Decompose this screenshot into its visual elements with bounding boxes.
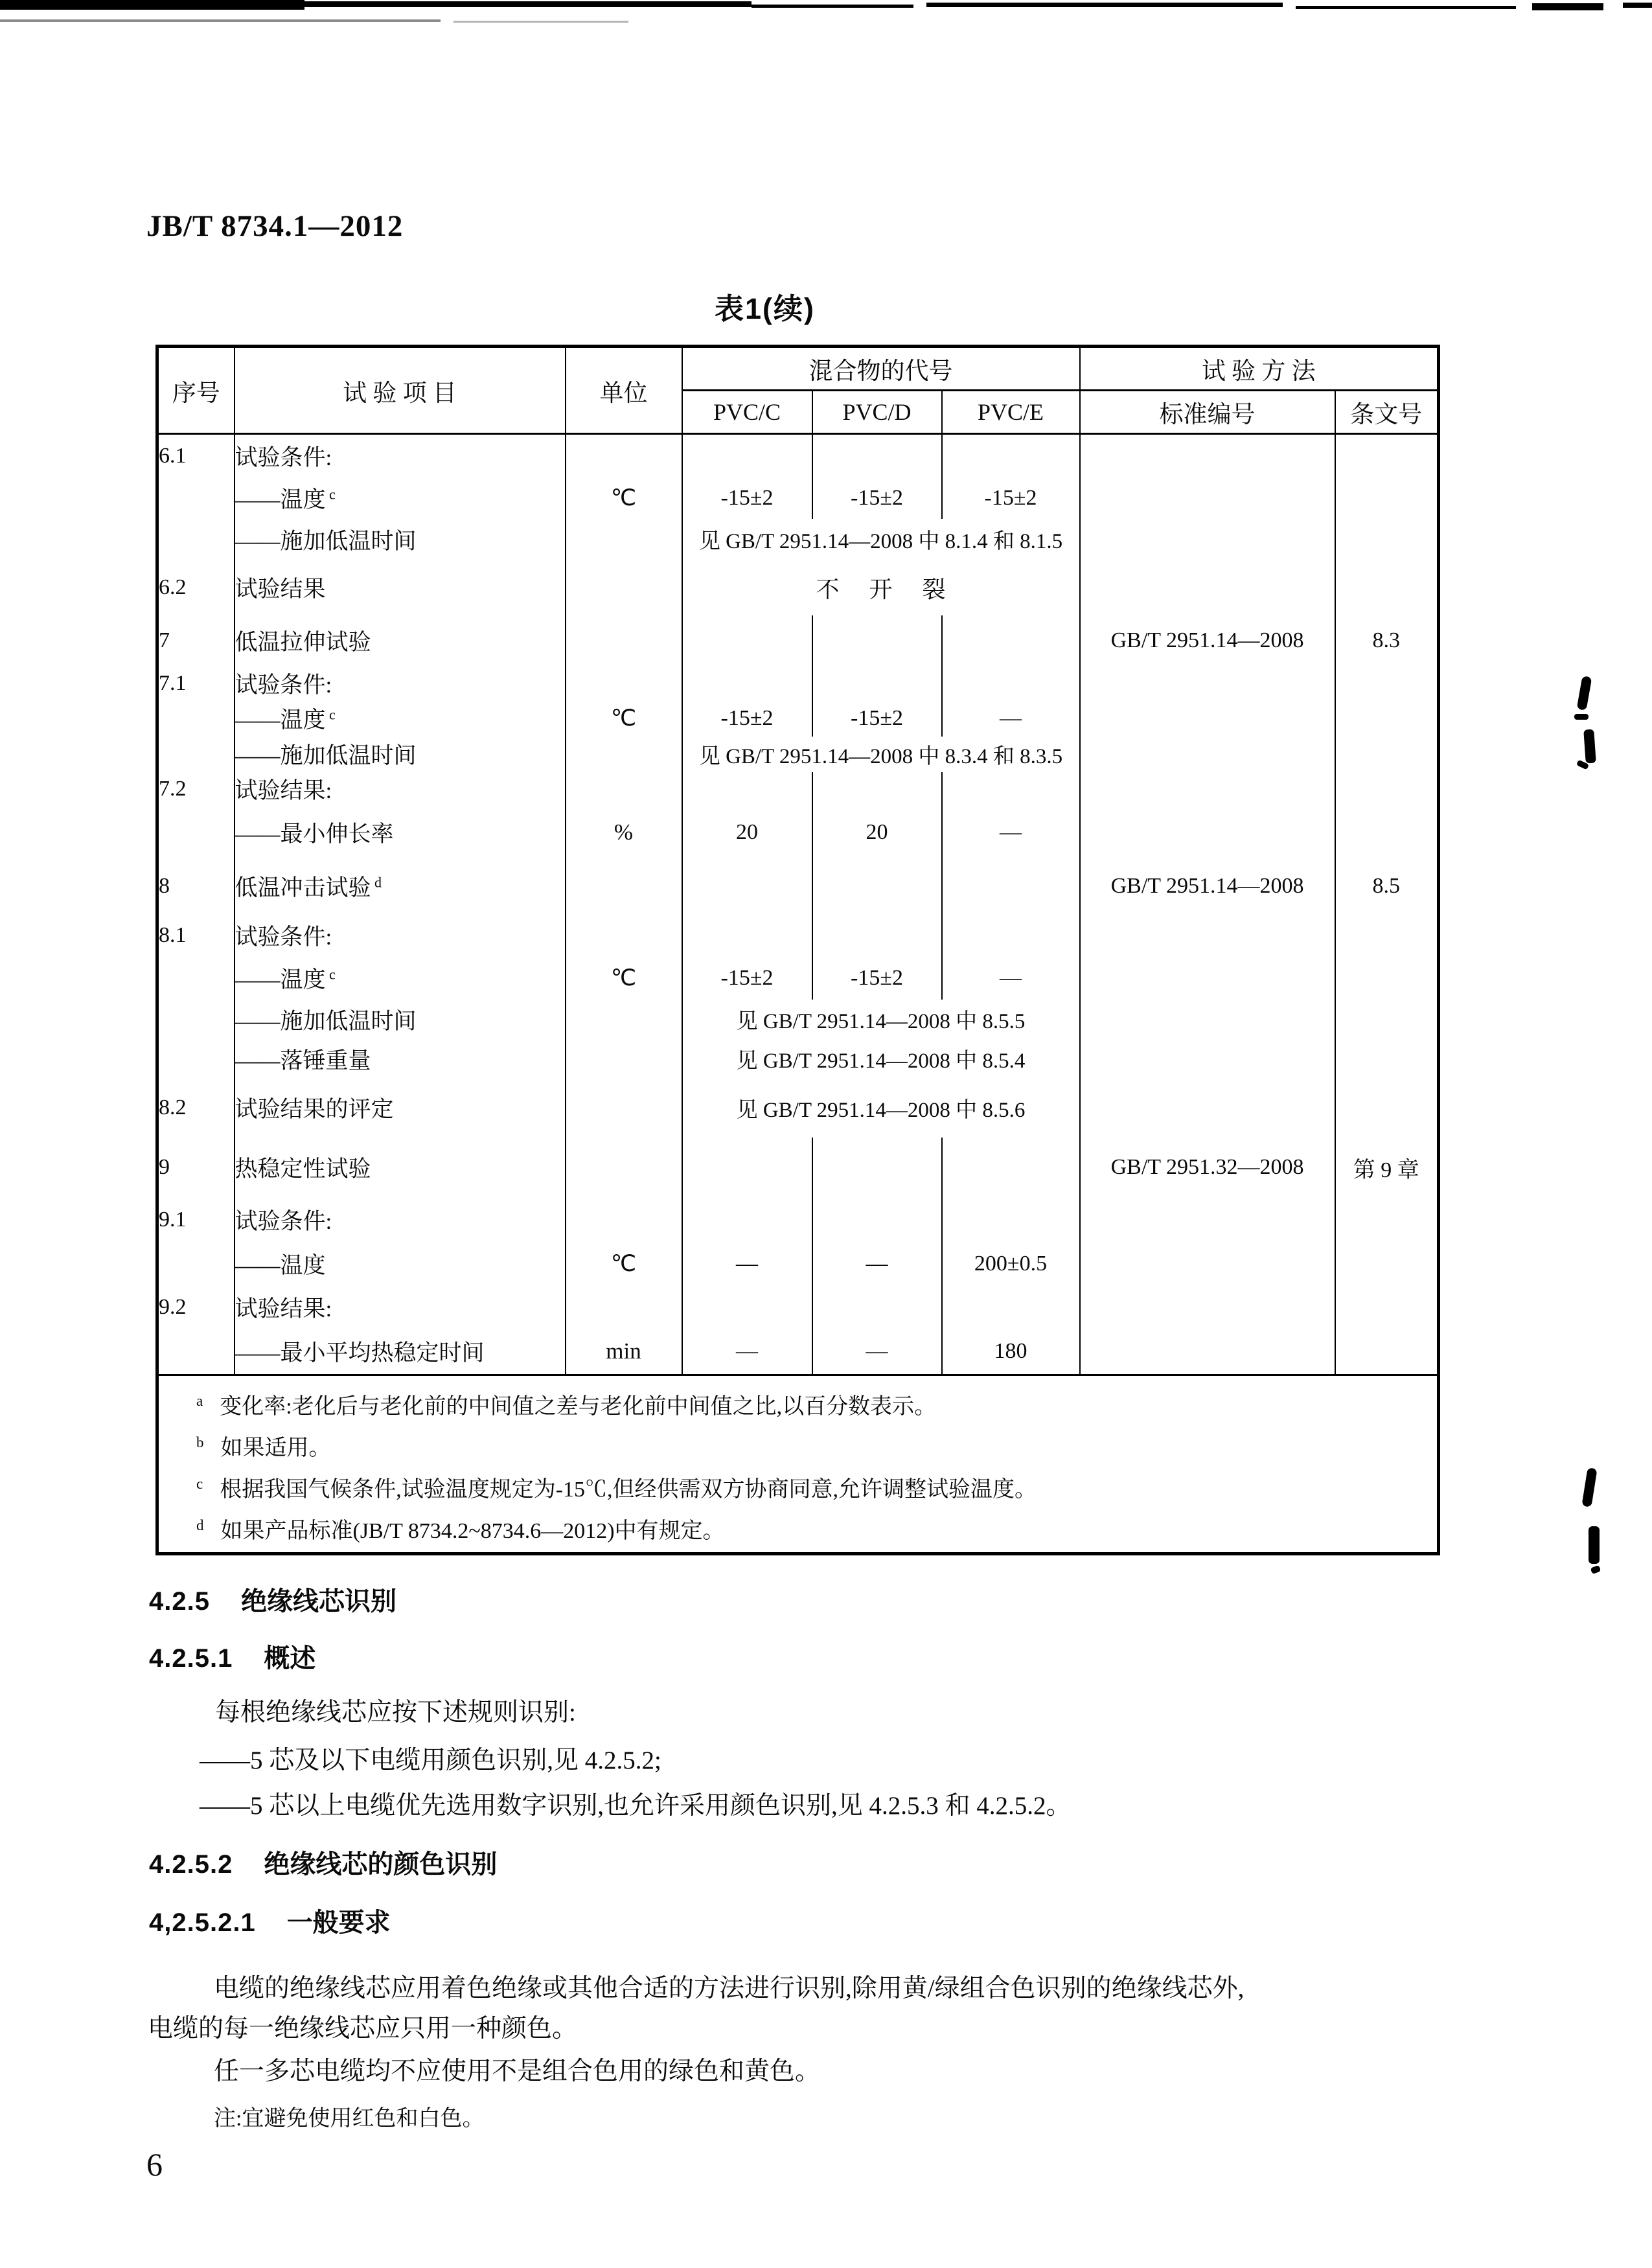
cell-clause-no: 8.3 (1335, 615, 1439, 666)
section-title: 概述 (264, 1644, 316, 1673)
cell-value-pvc-d (812, 858, 942, 915)
col-header-unit: 单位 (566, 347, 682, 434)
table-row (157, 560, 1439, 615)
cell-value-pvc-c (682, 1198, 812, 1242)
cell-value-pvc-d (812, 772, 942, 807)
cell-value-pvc-e: — (942, 957, 1080, 1000)
cell-value-pvc-c (682, 666, 812, 701)
footnote-marker: a (196, 1392, 203, 1409)
cell-value-pvc-c: -15±2 (682, 701, 812, 737)
cell-value-span: 见 GB/T 2951.14—2008 中 8.5.6 (682, 1079, 1080, 1138)
section-heading-4-2-5-1 (149, 1638, 315, 1675)
cell-item (235, 772, 566, 807)
table-body (157, 434, 1439, 1375)
section-number: 4.2.5 (149, 1587, 210, 1616)
cell-seq (157, 957, 235, 1000)
section-title: 绝缘线芯识别 (240, 1587, 396, 1616)
section-title: 一般要求 (286, 1908, 391, 1937)
cell-standard-no (1080, 560, 1335, 615)
col-header-method-group: 试 验 方 法 (1080, 347, 1439, 391)
cell-seq (157, 1242, 235, 1287)
cell-standard-no (1080, 1329, 1335, 1375)
cell-standard-no: GB/T 2951.14—2008 (1080, 858, 1335, 915)
cell-item (235, 1287, 566, 1329)
table-row (157, 666, 1439, 701)
cell-unit (566, 1138, 682, 1198)
cell-unit (566, 666, 682, 701)
test-method-table (155, 345, 1440, 1555)
cell-value-pvc-e (942, 858, 1080, 915)
ink-mark (1577, 676, 1592, 711)
col-header-mixture-group: 混合物的代号 (682, 347, 1080, 391)
table-row (157, 1287, 1439, 1329)
cell-value-pvc-e (942, 915, 1080, 957)
cell-value-pvc-d: -15±2 (812, 477, 942, 519)
col-header-clause-no: 条文号 (1335, 391, 1439, 434)
cell-item (235, 1040, 566, 1079)
paragraph: 电缆的绝缘线芯应用着色绝缘或其他合适的方法进行识别,除用黄/绿组合色识别的绝缘线芯外, (214, 1975, 1245, 2002)
item-label: ——最小伸长率 (235, 821, 394, 847)
item-label: 试验结果: (235, 778, 332, 803)
item-label: ——最小平均热稳定时间 (235, 1340, 485, 1366)
cell-seq (157, 737, 235, 772)
cell-clause-no (1335, 519, 1439, 560)
cell-value-pvc-d: — (812, 1329, 942, 1375)
cell-standard-no (1080, 701, 1335, 737)
cell-unit: ℃ (566, 701, 682, 737)
scan-artifact-bar (0, 0, 304, 10)
item-label: ——施加低温时间 (235, 743, 417, 768)
cell-standard-no (1080, 1040, 1335, 1079)
list-item: ——5 芯及以下电缆用颜色识别,见 4.2.5.2; (200, 1747, 661, 1774)
cell-clause-no (1335, 477, 1439, 519)
footnote-marker: b (196, 1434, 204, 1450)
cell-unit (566, 615, 682, 666)
table-row (157, 1198, 1439, 1242)
cell-value-pvc-e: 200±0.5 (942, 1242, 1080, 1287)
header-row-groups (157, 347, 1439, 391)
item-label: 试验条件: (235, 672, 332, 698)
col-header-pvc-d: PVC/D (812, 391, 942, 434)
cell-standard-no (1080, 957, 1335, 1000)
cell-unit: ℃ (566, 477, 682, 519)
cell-value-pvc-c (682, 915, 812, 957)
cell-clause-no (1335, 1000, 1439, 1040)
item-label: 试验结果的评定 (235, 1097, 394, 1122)
cell-value-pvc-c (682, 434, 812, 477)
cell-standard-no: GB/T 2951.14—2008 (1080, 615, 1335, 666)
section-number: 4.2.5.1 (149, 1644, 233, 1673)
paragraph: 电缆的每一绝缘线芯应只用一种颜色。 (148, 2015, 578, 2043)
paragraph: 每根绝缘线芯应按下述规则识别: (215, 1699, 576, 1726)
cell-clause-no (1335, 701, 1439, 737)
table-footnote: $^c$ 根据我国气候条件,试验温度规定为-15℃,但经供需双方协商同意,允许调整试验温度。 (196, 1475, 1037, 1502)
cell-seq: 9.2 (157, 1287, 235, 1329)
cell-clause-no (1335, 1040, 1439, 1079)
cell-value-pvc-c: 20 (682, 807, 812, 858)
cell-value-pvc-c (682, 772, 812, 807)
cell-item (235, 519, 566, 560)
table-footnotes (157, 1375, 1439, 1554)
cell-unit (566, 1287, 682, 1329)
table-row (157, 1000, 1439, 1040)
ink-mark (1589, 1526, 1600, 1564)
cell-value-pvc-d (812, 434, 942, 477)
cell-value-pvc-e: — (942, 807, 1080, 858)
cell-value-span: 见 GB/T 2951.14—2008 中 8.5.4 (682, 1040, 1080, 1079)
cell-unit (566, 434, 682, 477)
cell-standard-no (1080, 477, 1335, 519)
cell-item (235, 1138, 566, 1198)
cell-value-pvc-e (942, 615, 1080, 666)
item-label: ——落锤重量 (235, 1048, 371, 1073)
cell-value-pvc-d: 20 (812, 807, 942, 858)
cell-item (235, 1329, 566, 1375)
cell-seq: 7.1 (157, 666, 235, 701)
cell-value-pvc-e (942, 434, 1080, 477)
col-header-standard-no: 标准编号 (1080, 391, 1335, 434)
table-row (157, 1138, 1439, 1198)
cell-standard-no (1080, 1242, 1335, 1287)
scan-artifact-bar (1296, 6, 1516, 9)
paragraph: 任一多芯电缆均不应使用不是组合色用的绿色和黄色。 (214, 2057, 821, 2085)
cell-standard-no (1080, 434, 1335, 477)
section-title: 绝缘线芯的颜色识别 (264, 1850, 498, 1879)
cell-unit: % (566, 807, 682, 858)
table-row (157, 434, 1439, 477)
cell-standard-no (1080, 1000, 1335, 1040)
section-heading-4-2-5-2-1 (149, 1902, 391, 1939)
cell-clause-no (1335, 1079, 1439, 1138)
test-method-table-wrap (155, 345, 1440, 1555)
cell-value-pvc-e (942, 666, 1080, 701)
cell-value-pvc-e (942, 1287, 1080, 1329)
note-text: 注:宜避免使用红色和白色。 (214, 2107, 485, 2131)
cell-seq: 6.1 (157, 434, 235, 477)
cell-unit: min (566, 1329, 682, 1375)
item-label: 低温冲击试验 (235, 875, 371, 900)
cell-item (235, 1000, 566, 1040)
footnote-marker: c (196, 1475, 203, 1492)
scan-artifact-bar (1532, 3, 1603, 10)
table-row (157, 477, 1439, 519)
ink-mark (1590, 1565, 1601, 1574)
cell-value-span: 不开裂 (682, 560, 1080, 615)
cell-seq (157, 1329, 235, 1375)
cell-value-pvc-d (812, 1287, 942, 1329)
cell-item (235, 701, 566, 737)
cell-value-span: 见 GB/T 2951.14—2008 中 8.5.5 (682, 1000, 1080, 1040)
cell-value-pvc-d: — (812, 1242, 942, 1287)
cell-clause-no (1335, 957, 1439, 1000)
cell-clause-no: 8.5 (1335, 858, 1439, 915)
cell-unit (566, 772, 682, 807)
cell-seq: 8.1 (157, 915, 235, 957)
footnote-marker: c (325, 965, 336, 982)
cell-value-pvc-e (942, 1198, 1080, 1242)
cell-value-pvc-d (812, 1198, 942, 1242)
item-label: ——施加低温时间 (235, 1008, 417, 1034)
cell-value-pvc-c: -15±2 (682, 477, 812, 519)
cell-standard-no (1080, 1198, 1335, 1242)
table-row (157, 1079, 1439, 1138)
table-row (157, 915, 1439, 957)
cell-unit (566, 1198, 682, 1242)
cell-unit (566, 737, 682, 772)
table-row (157, 615, 1439, 666)
cell-clause-no (1335, 560, 1439, 615)
cell-item (235, 807, 566, 858)
table-row (157, 807, 1439, 858)
cell-clause-no (1335, 915, 1439, 957)
cell-value-pvc-e: -15±2 (942, 477, 1080, 519)
table-footnote: $^b$ 如果适用。 (196, 1434, 331, 1460)
item-label: 试验结果: (235, 1296, 332, 1322)
scan-artifact-line (453, 21, 628, 23)
col-header-pvc-c: PVC/C (682, 391, 812, 434)
col-header-item: 试 验 项 目 (235, 347, 566, 434)
item-label: 试验条件: (235, 444, 332, 470)
section-number: 4.2.5.2 (149, 1850, 233, 1879)
cell-value-span: 见 GB/T 2951.14—2008 中 8.3.4 和 8.3.5 (682, 737, 1080, 772)
cell-item (235, 560, 566, 615)
col-header-seq: 序号 (157, 347, 235, 434)
cell-value-pvc-c (682, 1138, 812, 1198)
cell-item (235, 957, 566, 1000)
cell-clause-no (1335, 1242, 1439, 1287)
cell-clause-no (1335, 737, 1439, 772)
table-row (157, 1329, 1439, 1375)
item-label: 热稳定性试验 (235, 1156, 371, 1182)
cell-item (235, 1198, 566, 1242)
cell-seq: 9.1 (157, 1198, 235, 1242)
cell-unit (566, 519, 682, 560)
cell-seq (157, 519, 235, 560)
item-label: ——温度 (235, 967, 326, 992)
table-row (157, 1242, 1439, 1287)
scan-artifact-bar (751, 5, 913, 8)
cell-value-pvc-c: — (682, 1242, 812, 1287)
cell-value-span: 见 GB/T 2951.14—2008 中 8.1.4 和 8.1.5 (682, 519, 1080, 560)
cell-seq: 7.2 (157, 772, 235, 807)
col-header-pvc-e: PVC/E (942, 391, 1080, 434)
table-row (157, 701, 1439, 737)
cell-standard-no (1080, 1079, 1335, 1138)
cell-clause-no: 第 9 章 (1335, 1138, 1439, 1198)
section-heading-4-2-5 (149, 1581, 396, 1618)
item-label: 低温拉伸试验 (235, 629, 371, 655)
cell-item (235, 434, 566, 477)
item-label: ——施加低温时间 (235, 528, 417, 554)
cell-standard-no (1080, 519, 1335, 560)
cell-seq (157, 1000, 235, 1040)
section-heading-4-2-5-2 (149, 1844, 497, 1881)
cell-item (235, 1242, 566, 1287)
cell-item (235, 477, 566, 519)
cell-item (235, 1079, 566, 1138)
item-label: 试验结果 (235, 577, 326, 602)
cell-item (235, 737, 566, 772)
cell-standard-no (1080, 666, 1335, 701)
cell-value-pvc-e: 180 (942, 1329, 1080, 1375)
footnote-row (157, 1375, 1439, 1554)
item-label: ——温度 (235, 707, 326, 733)
cell-value-pvc-c (682, 1287, 812, 1329)
cell-value-pvc-c: -15±2 (682, 957, 812, 1000)
ink-mark (1581, 1467, 1597, 1507)
footnote-marker: c (325, 706, 336, 723)
cell-unit (566, 1079, 682, 1138)
item-label: 试验条件: (235, 1208, 332, 1234)
cell-value-pvc-e (942, 1138, 1080, 1198)
cell-clause-no (1335, 1198, 1439, 1242)
page-number: 6 (146, 2146, 163, 2182)
ink-mark (1583, 729, 1596, 764)
table-row (157, 772, 1439, 807)
scan-artifact-bar (304, 1, 751, 7)
cell-value-pvc-d (812, 666, 942, 701)
cell-item (235, 858, 566, 915)
table-title: 表1(续) (715, 292, 815, 325)
cell-unit (566, 915, 682, 957)
cell-seq: 7 (157, 615, 235, 666)
scan-artifact-line (0, 19, 441, 22)
table-footnote: $^a$ 变化率:老化后与老化前的中间值之差与老化前中间值之比,以百分数表示。 (196, 1392, 937, 1419)
scan-artifact-bar (1623, 3, 1652, 8)
table-row (157, 1040, 1439, 1079)
cell-clause-no (1335, 434, 1439, 477)
cell-standard-no (1080, 915, 1335, 957)
cell-unit: ℃ (566, 957, 682, 1000)
cell-value-pvc-d: -15±2 (812, 957, 942, 1000)
cell-seq: 6.2 (157, 560, 235, 615)
cell-unit (566, 1000, 682, 1040)
footnote-cell (157, 1375, 1439, 1554)
table-row (157, 737, 1439, 772)
cell-seq (157, 477, 235, 519)
cell-value-pvc-c (682, 858, 812, 915)
cell-clause-no (1335, 1287, 1439, 1329)
footnote-marker: d (371, 874, 382, 891)
cell-clause-no (1335, 772, 1439, 807)
cell-value-pvc-d (812, 1138, 942, 1198)
table-row (157, 519, 1439, 560)
cell-value-pvc-e (942, 772, 1080, 807)
cell-seq: 8.2 (157, 1079, 235, 1138)
cell-clause-no (1335, 666, 1439, 701)
cell-item (235, 666, 566, 701)
cell-seq (157, 807, 235, 858)
cell-standard-no (1080, 1287, 1335, 1329)
cell-standard-no (1080, 737, 1335, 772)
cell-seq (157, 701, 235, 737)
doc-number: JB/T 8734.1—2012 (146, 209, 404, 243)
table-header (157, 347, 1439, 434)
list-item: ——5 芯以上电缆优先选用数字识别,也允许采用颜色识别,见 4.2.5.3 和 4.2.5.2。 (200, 1792, 1072, 1820)
footnote-marker: d (196, 1517, 204, 1533)
cell-standard-no: GB/T 2951.32—2008 (1080, 1138, 1335, 1198)
cell-item (235, 615, 566, 666)
cell-standard-no (1080, 772, 1335, 807)
cell-value-pvc-d: -15±2 (812, 701, 942, 737)
cell-seq: 8 (157, 858, 235, 915)
cell-unit (566, 1040, 682, 1079)
cell-clause-no (1335, 1329, 1439, 1375)
table-footnote: $^d$ 如果产品标准(JB/T 8734.2~8734.6—2012)中有规定。 (196, 1517, 725, 1543)
cell-value-pvc-c (682, 615, 812, 666)
ink-mark (1574, 714, 1589, 720)
cell-clause-no (1335, 807, 1439, 858)
section-number: 4,2.5.2.1 (149, 1908, 256, 1937)
footnote-marker: c (325, 485, 336, 502)
cell-seq: 9 (157, 1138, 235, 1198)
cell-value-pvc-c: — (682, 1329, 812, 1375)
cell-item (235, 915, 566, 957)
item-label: 试验条件: (235, 924, 332, 950)
cell-unit (566, 858, 682, 915)
cell-value-pvc-e: — (942, 701, 1080, 737)
cell-unit (566, 560, 682, 615)
item-label: ——温度 (235, 1253, 326, 1278)
cell-seq (157, 1040, 235, 1079)
cell-standard-no (1080, 807, 1335, 858)
table-row (157, 957, 1439, 1000)
cell-value-pvc-d (812, 915, 942, 957)
cell-unit: ℃ (566, 1242, 682, 1287)
item-label: ——温度 (235, 487, 326, 512)
cell-value-pvc-d (812, 615, 942, 666)
scan-artifact-bar (926, 3, 1283, 7)
table-row (157, 858, 1439, 915)
